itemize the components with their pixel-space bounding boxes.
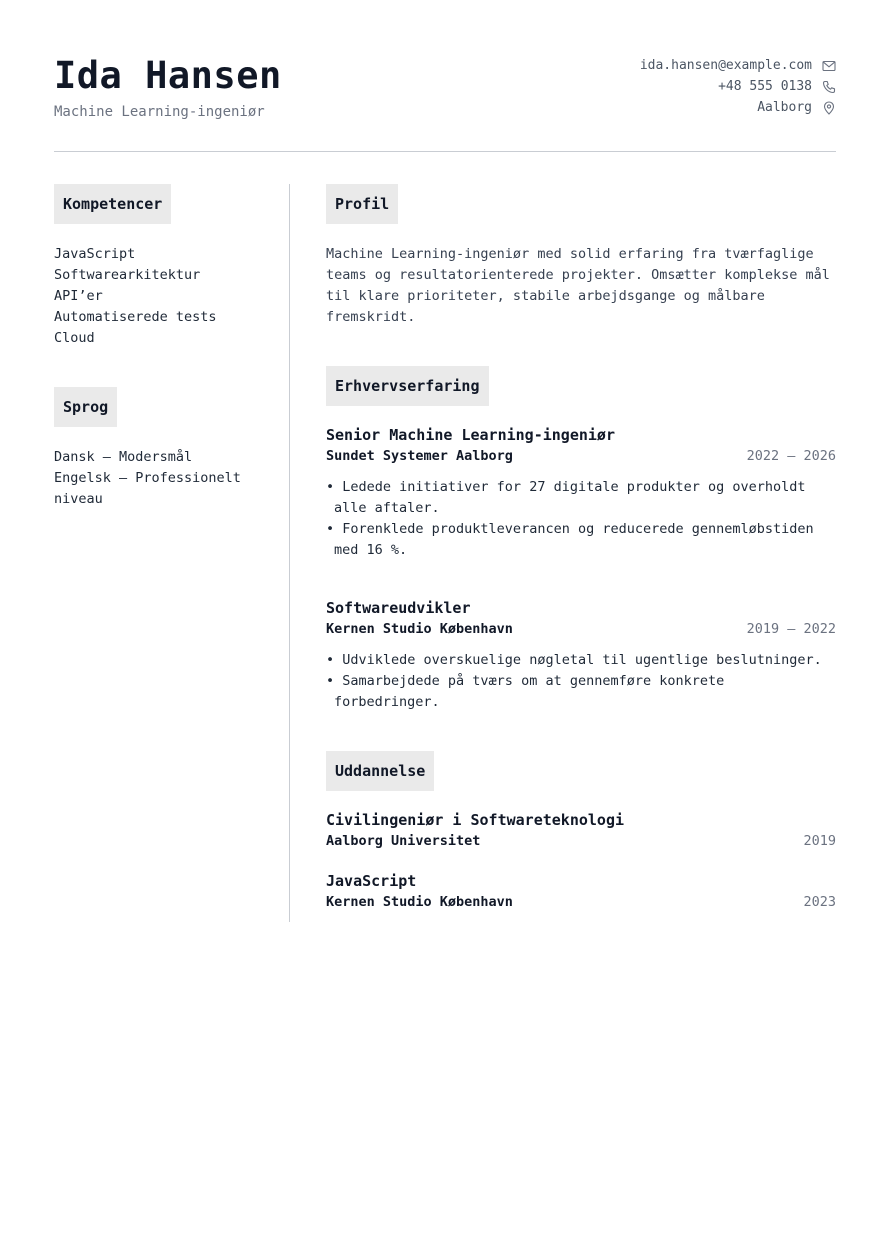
contact-email[interactable]: [640, 55, 836, 76]
phone-icon: [822, 80, 836, 94]
education-school: Kernen Studio København: [326, 894, 513, 910]
profile-heading: Profil: [326, 184, 398, 224]
job-bullet: • Samarbejdede på tværs om at gennemføre konkrete forbedringer.: [326, 673, 725, 710]
education-heading: Uddannelse: [326, 751, 434, 791]
contact-phone[interactable]: [640, 76, 836, 97]
education-degree: Civilingeniør i Softwareteknologi: [326, 811, 625, 829]
language-item: Dansk — Modersmål: [54, 449, 193, 465]
location-text: Aalborg: [757, 100, 812, 115]
job-dates: 2022 — 2026: [746, 448, 836, 464]
phone-text: +48 555 0138: [718, 79, 812, 94]
job-title: Senior Machine Learning-ingeniør: [326, 426, 615, 444]
skills-list: [54, 244, 264, 349]
location-pin-icon: [822, 101, 836, 115]
education-year: 2023: [803, 894, 836, 910]
column-divider: [289, 184, 290, 922]
candidate-name: Ida Hansen: [54, 54, 282, 97]
profile-summary: Machine Learning-ingeniør med solid erfaring fra tværfaglige teams og resultatorienterede projekter. Omsætter komplekse mål til klare prioriteter, stabile arbejdsgange og målbare fremskridt.: [326, 246, 830, 325]
job-meta: [326, 447, 836, 465]
skill-item: API’er: [54, 288, 103, 304]
job-dates: 2019 — 2022: [746, 621, 836, 637]
education-entry: [326, 811, 836, 850]
job-title: Softwareudvikler: [326, 599, 471, 617]
education-meta: [326, 832, 836, 850]
education-meta: [326, 893, 836, 911]
job-entry: [326, 599, 836, 713]
header-divider: [54, 151, 836, 152]
job-company: Sundet Systemer Aalborg: [326, 448, 513, 464]
candidate-title: Machine Learning-ingeniør: [54, 104, 265, 120]
education-year: 2019: [803, 833, 836, 849]
job-bullet: • Forenklede produktleverancen og reducerede gennemløbstiden med 16 %.: [326, 521, 814, 558]
job-meta: [326, 620, 836, 638]
education-section: [326, 751, 836, 911]
languages-list: [54, 447, 264, 510]
job-bullet: • Ledede initiativer for 27 digitale produkter og overholdt alle aftaler.: [326, 479, 806, 516]
skill-item: Automatiserede tests: [54, 309, 217, 325]
skill-item: JavaScript: [54, 246, 136, 262]
sidebar: [54, 184, 264, 510]
education-school: Aalborg Universitet: [326, 833, 481, 849]
languages-section: [54, 387, 264, 510]
skills-heading: Kompetencer: [54, 184, 171, 224]
experience-section: [326, 366, 836, 713]
skill-item: Softwarearkitektur: [54, 267, 201, 283]
job-bullet: • Udviklede overskuelige nøgletal til ugentlige beslutninger.: [326, 652, 822, 668]
email-text: ida.hansen@example.com: [639, 58, 812, 73]
contact-list: [640, 55, 836, 118]
skill-item: Cloud: [54, 330, 95, 346]
language-item: Engelsk — Professionelt niveau: [54, 470, 241, 507]
job-bullets: [326, 477, 836, 561]
education-entry: [326, 872, 836, 911]
resume-page: [54, 0, 836, 910]
contact-location: [640, 97, 836, 118]
languages-heading: Sprog: [54, 387, 117, 427]
resume-header: [54, 0, 836, 152]
experience-heading: Erhvervserfaring: [326, 366, 489, 406]
mail-icon: [822, 59, 836, 73]
education-degree: JavaScript: [326, 872, 417, 890]
job-entry: [326, 426, 836, 561]
job-bullets: [326, 650, 836, 713]
main-content: [326, 184, 836, 911]
job-company: Kernen Studio København: [326, 621, 513, 637]
